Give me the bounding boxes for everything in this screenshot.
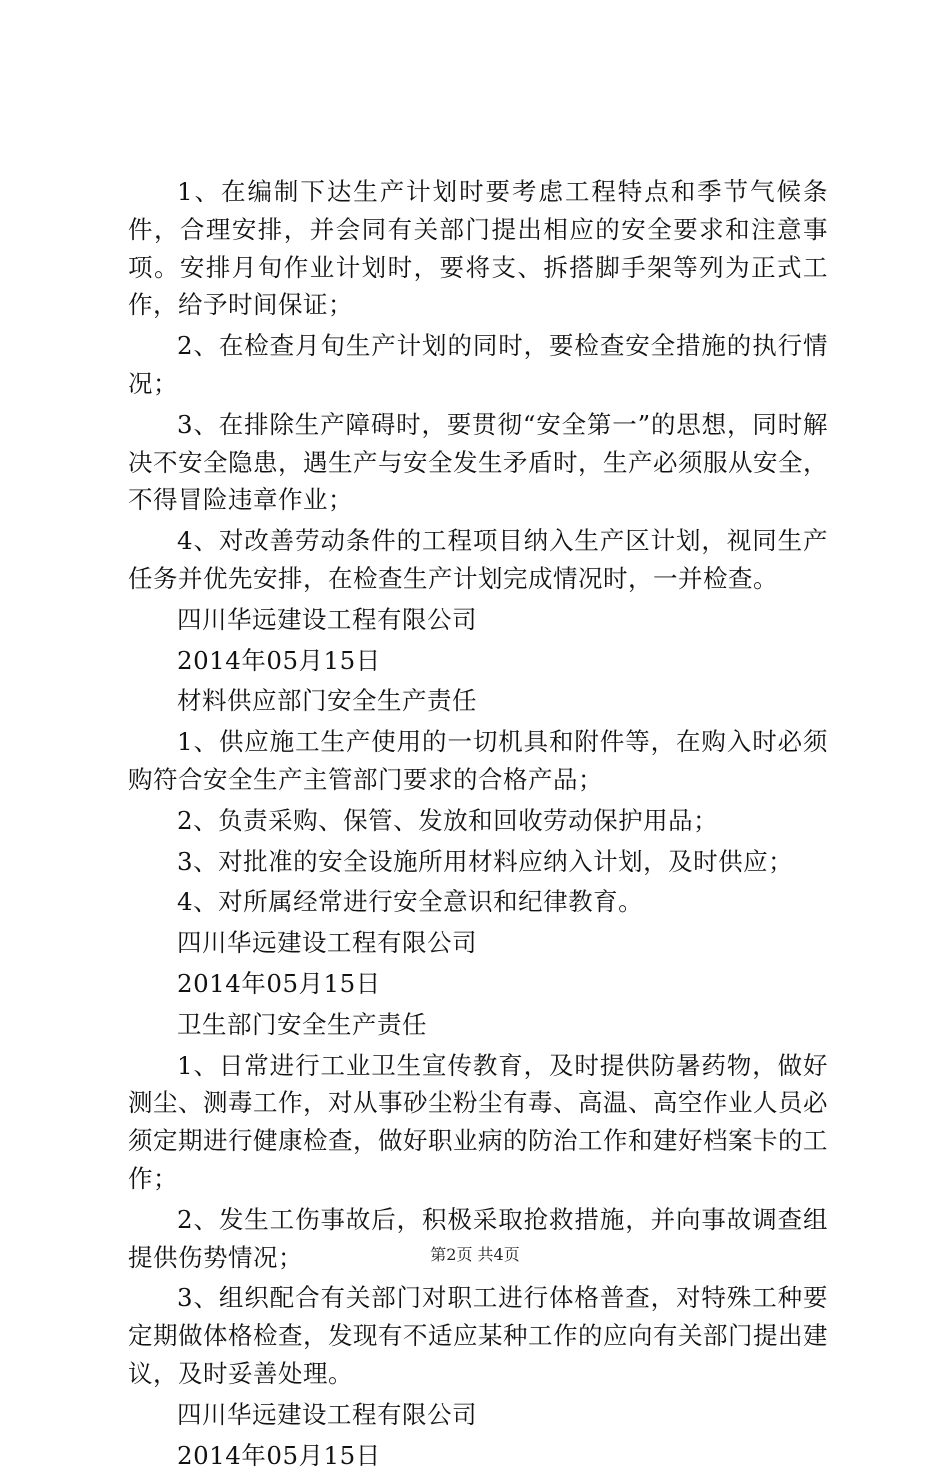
- paragraph-materials-item-1: 1、供应施工生产使用的一切机具和附件等，在购入时必须购符合安全生产主管部门要求的合格产品；: [128, 727, 828, 794]
- company-signature: 四川华远建设工程有限公司: [177, 928, 477, 958]
- paragraph-health-item-3: 3、组织配合有关部门对职工进行体格普查，对特殊工种要定期做体格检查，发现有不适应某种工作的应向有关部门提出建议，及时妥善处理。: [128, 1283, 828, 1388]
- company-signature: 四川华远建设工程有限公司: [177, 604, 477, 634]
- paragraph-planning-item-2: 2、在检查月旬生产计划的同时，要检查安全措施的执行情况；: [128, 331, 828, 398]
- paragraph-materials-item-3: 3、对批准的安全设施所用材料应纳入计划，及时供应；: [177, 846, 794, 876]
- signature-date: 2014年05月15日: [177, 968, 381, 998]
- document-body: [128, 173, 828, 1477]
- signature-date: 2014年05月15日: [177, 645, 381, 675]
- paragraph-health-item-1: 1、日常进行工业卫生宣传教育，及时提供防暑药物，做好测尘、测毒工作，对从事砂尘粉尘有毒、高温、高空作业人员必须定期进行健康检查，做好职业病的防治工作和建好档案卡的工作；: [128, 1050, 828, 1193]
- paragraph-planning-item-4: 4、对改善劳动条件的工程项目纳入生产区计划，视同生产任务并优先安排，在检查生产计划完成情况时，一并检查。: [128, 526, 828, 593]
- paragraph-planning-item-3: 3、在排除生产障碍时，要贯彻“安全第一”的思想，同时解决不安全隐患，遇生产与安全发生矛盾时，生产必须服从安全，不得冒险违章作业；: [128, 409, 828, 515]
- signature-date: 2014年05月15日: [177, 1440, 381, 1470]
- section-heading-health: 卫生部门安全生产责任: [177, 1009, 427, 1039]
- paragraph-materials-item-2: 2、负责采购、保管、发放和回收劳动保护用品；: [177, 805, 719, 835]
- paragraph-health-item-2: 2、发生工伤事故后，积极采取抢救措施，并向事故调查组提供伤势情况；: [128, 1204, 828, 1272]
- company-signature: 四川华远建设工程有限公司: [177, 1399, 477, 1429]
- paragraph-materials-item-4: 4、对所属经常进行安全意识和纪律教育。: [177, 887, 644, 917]
- paragraph-planning-item-1: 1、在编制下达生产计划时要考虑工程特点和季节气候条件，合理安排，并会同有关部门提出相应的安全要求和注意事项。安排月旬作业计划时，要将支、拆搭脚手架等列为正式工作，给予时间保证；: [128, 177, 828, 320]
- section-heading-materials: 材料供应部门安全生产责任: [177, 686, 477, 716]
- page-number-footer: 第2页 共4页: [430, 1245, 520, 1264]
